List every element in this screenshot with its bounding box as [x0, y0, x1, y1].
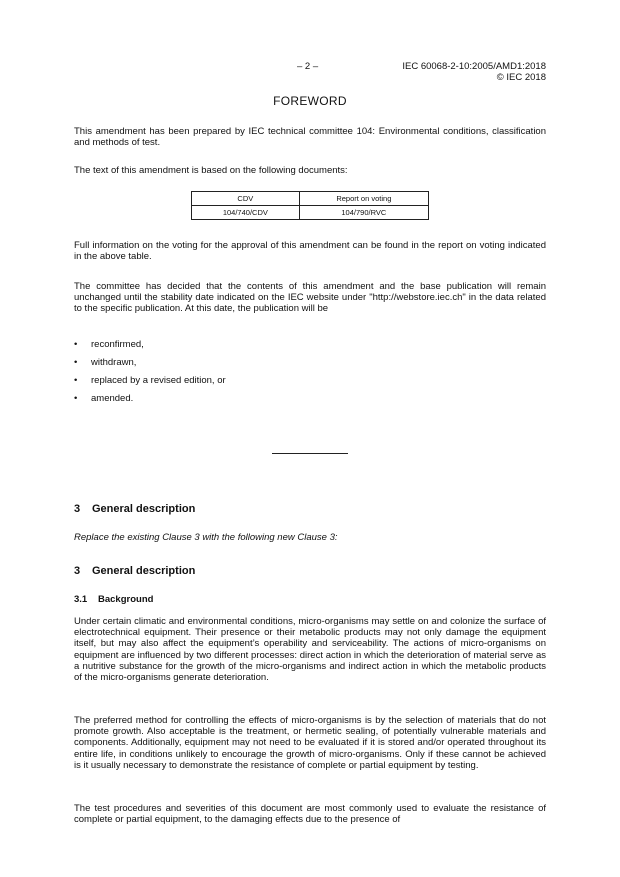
bullet-icon: • — [74, 375, 78, 386]
clause-heading-new — [74, 565, 195, 577]
copyright-text: © IEC 2018 — [496, 72, 546, 83]
bullet-icon: • — [74, 357, 78, 368]
background-paragraph-3: The test procedures and severities of this document are most commonly used to evaluate the resistance of complete or partial equipment, to the damaging effects due to the presence of — [74, 803, 546, 826]
list-item-text: amended. — [91, 393, 134, 404]
amendment-instruction: Replace the existing Clause 3 with the following new Clause 3: — [74, 532, 338, 543]
table-cell-rvc: 104/790/RVC — [299, 206, 428, 220]
foreword-committee: The committee has decided that the contents of this amendment and the base publication will remain unchanged until the stability date indicated on the IEC website under "http://webstore.iec.ch" in the data related to the specific publication. At this date, the publication will be — [74, 281, 546, 315]
background-paragraph-1: Under certain climatic and environmental conditions, micro-organisms may settle on and colonize the surface of electrotechnical equipment. Their presence or their metabolic products may not only damage the equipment itself, but may also affect the equipment’s operability and serviceability. The actions of micro-organisms on equipment are influenced by two different processes: direct action in which the deterioration of material serve as a nutritive substance for the growth of the micro-organisms and indirect action in which the metabolic products of the micro-organisms generate deterioration. — [74, 616, 546, 684]
table-header-report: Report on voting — [299, 192, 428, 206]
page-number: – 2 – — [297, 61, 319, 72]
bullet-icon: • — [74, 339, 78, 350]
section-divider — [272, 453, 348, 454]
subclause-heading — [74, 594, 153, 605]
clause-title: General description — [92, 565, 196, 577]
table-header-cdv: CDV — [192, 192, 300, 206]
bullet-icon: • — [74, 393, 78, 404]
list-item-text: reconfirmed, — [91, 339, 144, 350]
table-row — [192, 206, 429, 220]
list-item-text: withdrawn, — [91, 357, 137, 368]
table-cell-cdv: 104/740/CDV — [192, 206, 300, 220]
background-paragraph-2: The preferred method for controlling the effects of micro-organisms is by the selection of materials that do not promote growth. Also acceptable is the treatment, or hermetic sealing, of potentially vulnerable materials and components. Additionally, equipment may not need to be evaluated if it is stored and/or operated throughout its entire life, in conditions unlikely to encourage the growth of micro-organisms. Only if these cannot be achieved is it usually necessary to demonstrate the resistance of complete or partial equipment by testing. — [74, 715, 546, 771]
foreword-title: FOREWORD — [273, 94, 347, 108]
clause-title: General description — [92, 503, 196, 515]
doc-id-text: IEC 60068-2-10:2005/AMD1:2018 — [402, 61, 546, 72]
table-header-row — [192, 192, 429, 206]
clause-heading-old — [74, 503, 195, 515]
foreword-intro: This amendment has been prepared by IEC technical committee 104: Environmental conditions, classification and methods of test. — [74, 126, 546, 149]
document-identifier — [402, 61, 546, 83]
voting-documents-table — [191, 191, 429, 220]
list-item-text: replaced by a revised edition, or — [91, 375, 226, 386]
subclause-number: 3.1 — [74, 594, 88, 605]
clause-number: 3 — [74, 565, 81, 577]
foreword-full-info: Full information on the voting for the approval of this amendment can be found in the report on voting indicated in the above table. — [74, 240, 546, 263]
clause-number: 3 — [74, 503, 81, 515]
foreword-based-on: The text of this amendment is based on the following documents: — [74, 165, 348, 176]
subclause-title: Background — [98, 594, 154, 605]
